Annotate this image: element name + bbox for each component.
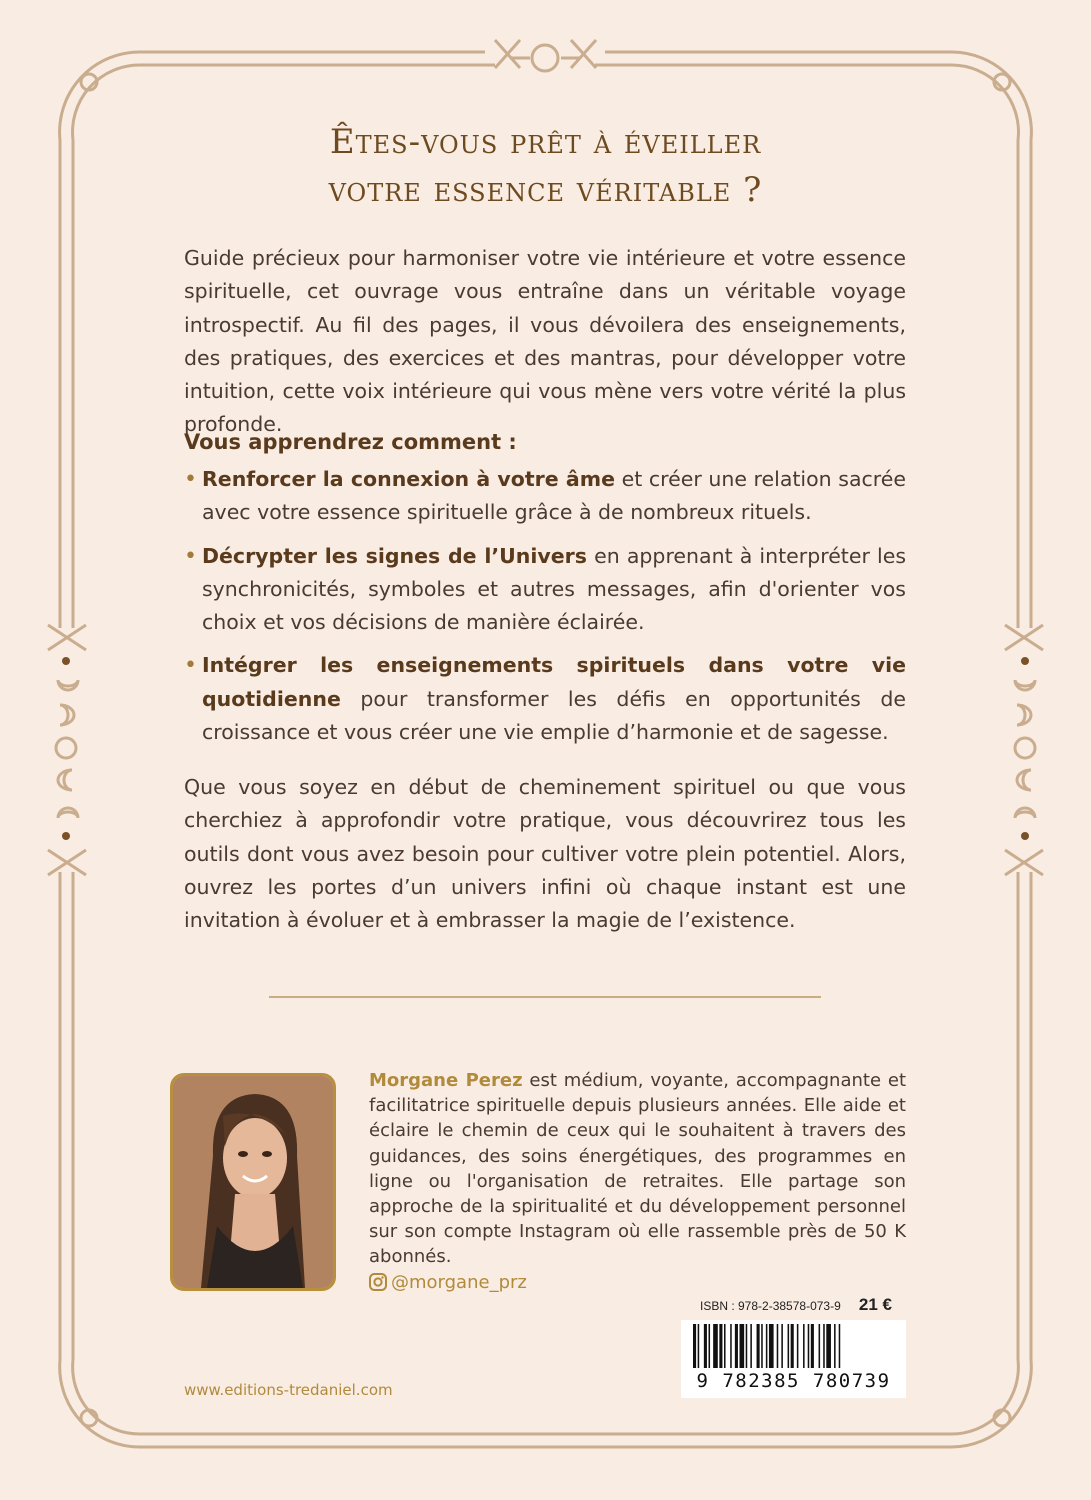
author-bio [369,1068,906,1270]
barcode-digits: 9 782385 780739 [696,1370,891,1392]
list-item-bold: Renforcer la connexion à votre âme [202,467,615,491]
author-photo [170,1073,336,1291]
list-item-text: et créer une relation sacrée avec votre essence spirituelle grâce à de nombreux rituels. [202,467,906,525]
list-item [184,463,906,530]
list-item [184,649,906,749]
instagram-icon [369,1273,387,1291]
instagram-handle[interactable] [369,1270,527,1294]
intro-paragraph: Guide précieux pour harmoniser votre vie intérieure et votre essence spirituelle, cet ouvrage vous entraîne dans un véritable voyage introspectif. Au fil des pages, il vous dévoilera des enseignements, des pratiques, des exercices et des mantras, pour développer votre intuition, cette voix intérieure qui vous mène vers votre vérité la plus profonde. [184,246,906,437]
outro-paragraph: Que vous soyez en début de cheminement spirituel ou que vous cherchiez à approfondir votre pratique, vous découvrirez tous les outils dont vous avez besoin pour cultiver votre plein potentiel. Alors, ouvrez les portes d’un univers infini où chaque instant est une invitation à évoluer et à embrasser la magie de l’existence. [184,775,906,933]
author-bio-text: est médium, voyante, accompagnante et facilitatrice spirituelle depuis plusieurs années. Elle aide et éclaire le chemin de ceux qui le souhaitent à travers des guidances, des soins énergétiques, des programmes en ligne ou l'organisation de retraites. Elle partage son approche de la spiritualité et du développement personnel sur son compte Instagram où elle rassemble près de 50 K abonnés. [369,1070,907,1268]
list-item-bold: Intégrer les enseignements spirituels dans votre vie quotidienne [202,653,906,711]
instagram-handle-text: @morgane_prz [391,1271,527,1293]
barcode-bars [681,1320,906,1370]
isbn-number: ISBN : 978-2-38578-073-9 [700,1299,841,1313]
author-name: Morgane Perez [369,1070,523,1091]
section-divider [269,996,821,998]
learning-list [184,463,906,759]
learn-heading: Vous apprendrez comment : [184,430,517,454]
list-item-text: pour transformer les défis en opportunités de croissance et vous créer une vie emplie d’harmonie et de sagesse. [202,686,906,745]
list-item [184,540,906,640]
price: 21 € [858,1295,892,1314]
publisher-website[interactable]: www.editions-tredaniel.com [184,1381,393,1399]
back-cover-title [180,118,911,214]
list-item-text: en apprenant à interpréter les synchronicités, symboles et autres messages, afin d'orienter vos choix et vos décisions de manière éclairée. [202,543,906,635]
list-item-bold: Décrypter les signes de l’Univers [202,543,587,568]
isbn-price-row [700,1295,892,1315]
title-line-2: votre essence véritable ? [328,170,763,210]
title-line-1: Êtes-vous prêt à éveiller [329,122,762,162]
